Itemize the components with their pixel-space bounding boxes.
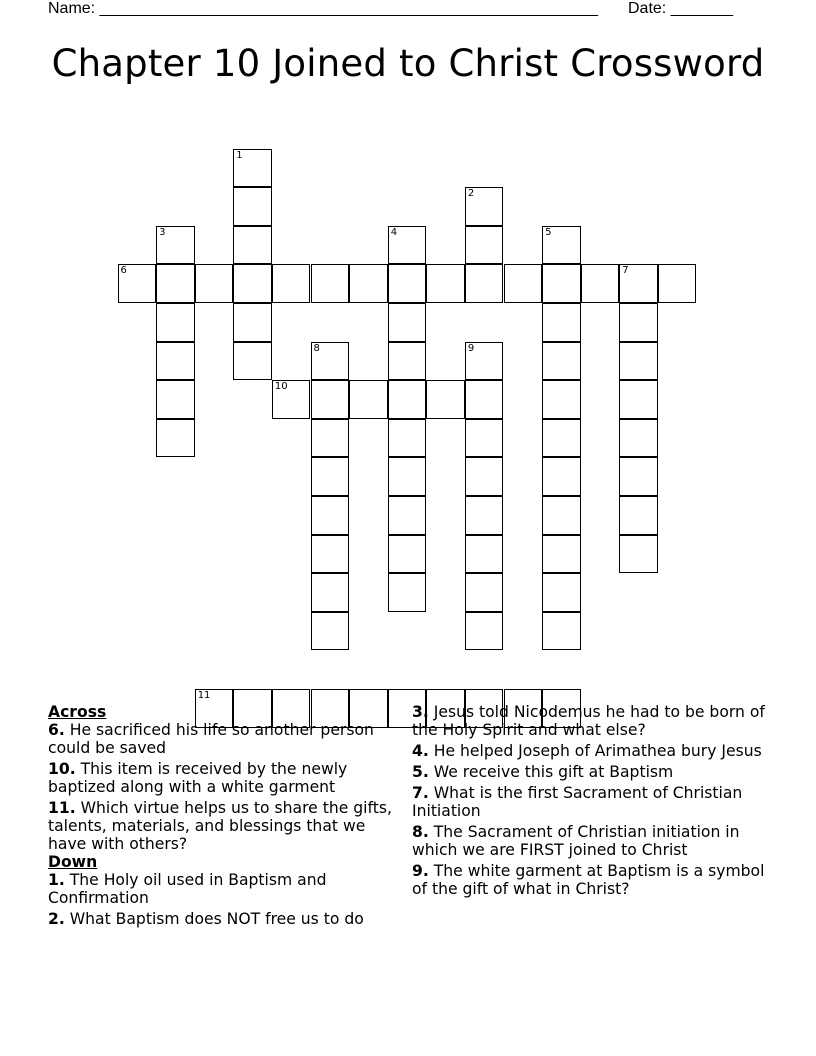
crossword-cell[interactable] — [619, 303, 658, 342]
crossword-cell[interactable] — [388, 226, 427, 265]
crossword-cell[interactable] — [465, 496, 504, 535]
crossword-cell[interactable] — [388, 303, 427, 342]
cell-number: 2 — [467, 188, 475, 200]
crossword-cell[interactable] — [233, 226, 272, 265]
crossword-cell[interactable] — [311, 419, 350, 458]
crossword-cell[interactable] — [388, 264, 427, 303]
crossword-cell[interactable] — [388, 342, 427, 381]
clue-text: What is the first Sacrament of Christian Initiation — [412, 784, 743, 820]
crossword-cell[interactable] — [542, 226, 581, 265]
crossword-cell[interactable] — [156, 264, 195, 303]
crossword-cell[interactable] — [465, 535, 504, 574]
crossword-cell[interactable] — [272, 264, 311, 303]
clue-down-2 — [48, 910, 398, 928]
crossword-cell[interactable] — [388, 380, 427, 419]
crossword-cell[interactable] — [272, 380, 311, 419]
crossword-cell[interactable] — [619, 457, 658, 496]
crossword-cell[interactable] — [465, 457, 504, 496]
clues-left-column — [48, 703, 398, 931]
crossword-cell[interactable] — [542, 496, 581, 535]
crossword-cell[interactable] — [156, 380, 195, 419]
crossword-cell[interactable] — [619, 496, 658, 535]
crossword-cell[interactable] — [542, 303, 581, 342]
clue-number: 9. — [412, 862, 429, 880]
clue-across-10 — [48, 760, 398, 796]
crossword-cell[interactable] — [465, 264, 504, 303]
clue-down-3 — [412, 703, 772, 739]
clue-text: Jesus told Nicodemus he had to be born of the Holy Spirit and what else? — [412, 703, 765, 739]
crossword-cell[interactable] — [233, 149, 272, 188]
crossword-cell[interactable] — [195, 264, 234, 303]
crossword-cell[interactable] — [619, 342, 658, 381]
crossword-cell[interactable] — [426, 264, 465, 303]
crossword-cell[interactable] — [465, 380, 504, 419]
clue-down-8 — [412, 823, 772, 859]
crossword-cell[interactable] — [311, 380, 350, 419]
crossword-cell[interactable] — [465, 187, 504, 226]
clue-across-6 — [48, 721, 398, 757]
crossword-cell[interactable] — [465, 573, 504, 612]
crossword-cell[interactable] — [311, 342, 350, 381]
across-heading: Across — [48, 703, 107, 721]
clue-down-5 — [412, 763, 772, 781]
crossword-cell[interactable] — [388, 535, 427, 574]
page-title: Chapter 10 Joined to Christ Crossword — [51, 42, 765, 85]
crossword-cell[interactable] — [311, 457, 350, 496]
cell-number: 11 — [197, 690, 211, 701]
clue-text: The Holy oil used in Baptism and Confirmation — [48, 871, 327, 907]
crossword-cell[interactable] — [619, 419, 658, 458]
crossword-cell[interactable] — [156, 342, 195, 381]
crossword-cell[interactable] — [619, 264, 658, 303]
cell-number: 1 — [236, 149, 243, 161]
clue-text: This item is received by the newly baptized along with a white garment — [48, 760, 348, 796]
clue-number: 7. — [412, 784, 429, 802]
cell-number: 5 — [545, 226, 552, 238]
clue-down-4 — [412, 742, 772, 760]
clue-number: 6. — [48, 721, 65, 739]
crossword-cell[interactable] — [311, 612, 350, 651]
clue-number: 2. — [48, 910, 65, 928]
clue-number: 5. — [412, 763, 429, 781]
crossword-cell[interactable] — [388, 457, 427, 496]
cell-number: 8 — [313, 342, 320, 354]
clue-number: 1. — [48, 871, 65, 889]
date-field-label[interactable]: Date: _______ — [628, 0, 733, 17]
down-heading: Down — [48, 853, 98, 871]
clue-text: He sacrificed his life so another person could be saved — [48, 721, 374, 757]
clue-text: Which virtue helps us to share the gifts, talents, materials, and blessings that we have with others? — [48, 799, 392, 853]
crossword-cell[interactable] — [233, 187, 272, 226]
clue-number: 4. — [412, 742, 429, 760]
clue-text: The Sacrament of Christian initiation in which we are FIRST joined to Christ — [412, 823, 740, 859]
clue-down-7 — [412, 784, 772, 820]
crossword-cell[interactable] — [233, 342, 272, 381]
crossword-cell[interactable] — [156, 226, 195, 265]
crossword-cell[interactable] — [542, 419, 581, 458]
clue-text: The white garment at Baptism is a symbol of the gift of what in Christ? — [412, 862, 765, 898]
crossword-cell[interactable] — [388, 573, 427, 612]
crossword-cell[interactable] — [542, 573, 581, 612]
cell-number: 4 — [390, 226, 398, 238]
crossword-cell[interactable] — [311, 496, 350, 535]
cell-number: 6 — [120, 265, 127, 277]
crossword-cell[interactable] — [465, 342, 504, 381]
crossword-cell[interactable] — [233, 264, 272, 303]
clue-text: What Baptism does NOT free us to do — [69, 910, 364, 928]
crossword-cell[interactable] — [311, 573, 350, 612]
clue-across-11 — [48, 799, 398, 853]
crossword-cell[interactable] — [542, 380, 581, 419]
name-field-label[interactable]: Name: ________________________________________________________ — [48, 0, 598, 17]
crossword-cell[interactable] — [156, 419, 195, 458]
crossword-cell[interactable] — [542, 612, 581, 651]
clue-down-1 — [48, 871, 398, 907]
clue-down-9 — [412, 862, 772, 898]
crossword-cell[interactable] — [426, 380, 465, 419]
crossword-cell[interactable] — [118, 264, 157, 303]
clue-number: 10. — [48, 760, 76, 778]
crossword-cell[interactable] — [542, 457, 581, 496]
crossword-cell[interactable] — [388, 496, 427, 535]
clue-text: He helped Joseph of Arimathea bury Jesus — [433, 742, 762, 760]
clues-right-column — [412, 703, 772, 901]
crossword-cell[interactable] — [156, 303, 195, 342]
crossword-cell[interactable] — [619, 380, 658, 419]
crossword-cell[interactable] — [504, 264, 543, 303]
clue-number: 11. — [48, 799, 76, 817]
clue-number: 8. — [412, 823, 429, 841]
clue-number: 3. — [412, 703, 429, 721]
crossword-cell[interactable] — [349, 264, 388, 303]
crossword-cell[interactable] — [388, 419, 427, 458]
crossword-cell[interactable] — [349, 380, 388, 419]
cell-number: 7 — [622, 265, 629, 277]
crossword-cell[interactable] — [465, 226, 504, 265]
crossword-cell[interactable] — [542, 264, 581, 303]
cell-number: 10 — [274, 381, 288, 393]
crossword-cell[interactable] — [542, 342, 581, 381]
crossword-cell[interactable] — [542, 535, 581, 574]
crossword-cell[interactable] — [465, 612, 504, 651]
clue-text: We receive this gift at Baptism — [433, 763, 674, 781]
crossword-cell[interactable] — [619, 535, 658, 574]
crossword-cell[interactable] — [581, 264, 620, 303]
cell-number: 9 — [467, 342, 475, 354]
crossword-cell[interactable] — [233, 303, 272, 342]
cell-number: 3 — [159, 226, 166, 238]
crossword-cell[interactable] — [465, 419, 504, 458]
crossword-cell[interactable] — [658, 264, 697, 303]
crossword-cell[interactable] — [311, 535, 350, 574]
crossword-cell[interactable] — [311, 264, 350, 303]
